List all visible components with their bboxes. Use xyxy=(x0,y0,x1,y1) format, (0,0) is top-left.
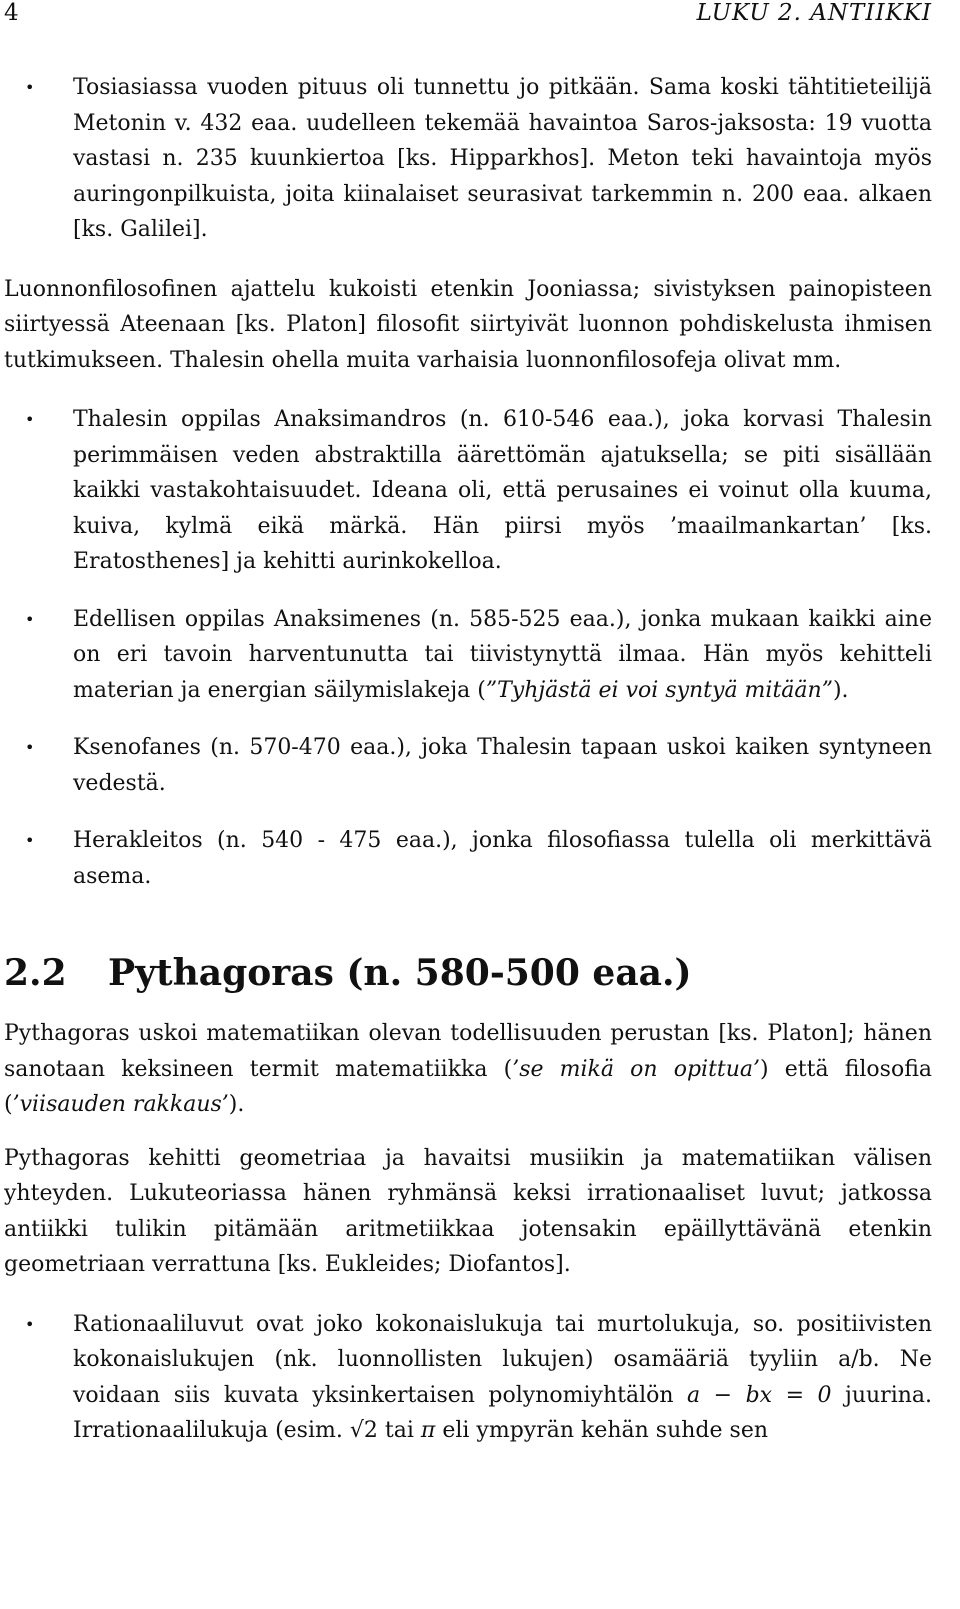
text-run: Pythagoras uskoi matematiikan olevan todellisuuden perustan [ks. Platon]; hänen sanotaan keksineen termit matematiikka ( xyxy=(4,1021,932,1082)
list-item-text-end: ). xyxy=(832,677,849,703)
text-run: Rationaaliluvut ovat joko kokonaislukuja tai murtolukuja, so. positiivisten kokonaislukujen (nk. luonnollisten lukujen) osamääriä tyyliin a/b. Ne voidaan siis kuvata yksinkertaisen polynomiyhtälön xyxy=(73,1311,932,1408)
bullet-marker: • xyxy=(25,738,35,757)
list-item-text: Tosiasiassa vuoden pituus oli tunnettu jo pitkään. Sama koski tähtitieteilijä Metonin v. 432 eaa. uudelleen tekemää havaintoa Saros-jaksosta: 19 vuotta vastasi n. 235 kuunkiertoa [ks. Hipparkhos]. Meton teki havaintoja myös auringonpilkuista, joita kiinalaiset seurasivat tarkemmin n. 200 eaa. alkaen [ks. Galilei]. xyxy=(73,75,932,242)
bullet-marker: • xyxy=(25,609,35,629)
text-run: ). xyxy=(228,1092,245,1117)
paragraph: Pythagoras kehitti geometriaa ja havaitsi musiikin ja matematiikan välisen yhteyden. Lukuteoriassa hänen ryhmänsä keksi irrationaaliset luvut; jatkossa antiikki tulikin pitämään aritmetiikkaa jotensakin epäillyttävänä etenkin geometriaan verrattuna [ks. Eukleides; Diofantos]. xyxy=(4,1145,932,1277)
quote: ”Tyhjästä ei voi syntyä mitään” xyxy=(485,677,833,703)
text-run: tai xyxy=(377,1418,421,1443)
text-run: ) että filosofia ( xyxy=(4,1056,932,1117)
bullet-list-top xyxy=(4,70,932,248)
emphasis: ’se mikä on opittua’ xyxy=(512,1056,761,1082)
paragraph: Luonnonfilosofinen ajattelu kukoisti etenkin Jooniassa; sivistyksen painopisteen siirtyessä Ateenaan [ks. Platon] filosofit siirtyivät luonnon pohdiskelusta ihmisen tutkimukseen. Thalesin ohella muita varhaisia luonnonfilosofeja olivat mm. xyxy=(4,276,932,373)
list-item-anaksimenes xyxy=(4,602,932,709)
paragraph xyxy=(4,1016,932,1123)
math-sqrt: √2 xyxy=(349,1418,378,1443)
bullet-marker: • xyxy=(25,831,35,850)
math-equation: a − bx = 0 xyxy=(687,1382,832,1408)
list-item-herakleitos xyxy=(4,823,932,894)
bullet-list-philosophers xyxy=(4,402,932,894)
list-item-text: Ksenofanes (n. 570-470 eaa.), joka Thalesin tapaan uskoi kaiken syntyneen vedestä. xyxy=(73,735,932,796)
list-item-text: Thalesin oppilas Anaksimandros (n. 610-546 eaa.), joka korvasi Thalesin perimmäisen veden abstraktilla äärettömän ajatuksella; se piti sisällään kaikki vastakohtaisuudet. Ideana oli, että perusaines ei voinut olla kuuma, kuiva, kylmä eikä märkä. Hän piirsi myös ’maailmankartan’ [ks. Eratosthenes] ja kehitti aurinkokelloa. xyxy=(73,407,932,574)
page-header xyxy=(0,0,932,30)
bullet-marker: • xyxy=(25,1314,35,1334)
section-heading xyxy=(4,894,932,1016)
list-item-text: Herakleitos (n. 540 - 475 eaa.), jonka filosofiassa tulella oli merkittävä asema. xyxy=(73,828,932,889)
section-number: 2.2 xyxy=(4,952,67,994)
page-body xyxy=(4,70,932,1449)
section-title: Pythagoras (n. 580-500 eaa.) xyxy=(108,952,692,994)
list-item-rational xyxy=(4,1307,932,1449)
list-item-ksenofanes xyxy=(4,730,932,801)
emphasis: ’viisauden rakkaus’ xyxy=(12,1092,229,1117)
list-item xyxy=(4,70,932,248)
bullet-list-rational xyxy=(4,1307,932,1449)
bullet-marker: • xyxy=(25,410,35,429)
running-head: LUKU 2. ANTIIKKI xyxy=(696,0,932,26)
list-item-text: Edellisen oppilas Anaksimenes (n. 585-525 eaa.), jonka mukaan kaikki aine on eri tavoin harventunutta tai tiivistynyttä ilmaa. Hän myös kehitteli materian ja energian säilymislakeja ( xyxy=(73,606,932,703)
list-item-anaksimandros xyxy=(4,402,932,580)
math-pi: π xyxy=(420,1418,436,1443)
text-run: eli ympyrän kehän suhde sen xyxy=(435,1418,769,1443)
page-number: 4 xyxy=(4,0,19,26)
text-run: juurina. Irrationaalilukuja (esim. xyxy=(73,1382,933,1443)
bullet-marker: • xyxy=(25,78,35,97)
